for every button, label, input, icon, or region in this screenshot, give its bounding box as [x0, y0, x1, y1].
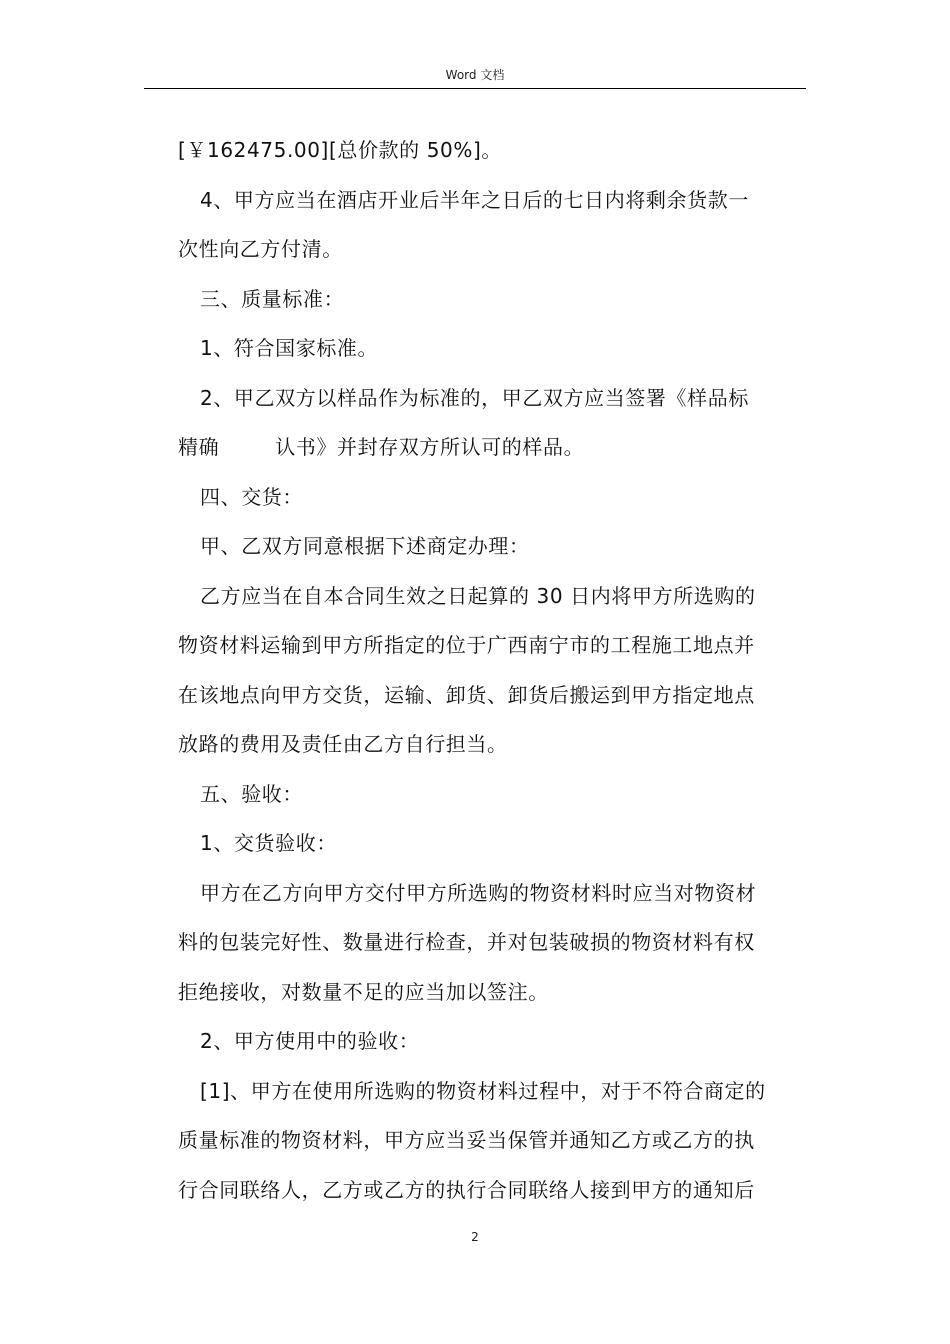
paragraph-line: 2、甲方使用中的验收： — [200, 1029, 420, 1053]
paragraph-line: 质量标准的物资材料，甲方应当妥当保管并通知乙方或乙方的执 — [178, 1128, 755, 1152]
paragraph-line: 甲、乙双方同意根据下述商定办理： — [200, 534, 530, 558]
paragraph-line: [1]、甲方在使用所选购的物资材料过程中，对于不符合商定的 — [200, 1078, 766, 1103]
paragraph-line — [178, 423, 804, 473]
paragraph-line: [￥162475.00][总价款的 50%]。 — [178, 138, 502, 162]
paragraph-line: 乙方应当在自本合同生效之日起算的 30 日内将甲方所选购的 — [200, 583, 756, 608]
paragraph-line: 在该地点向甲方交货，运输、卸货、卸货后搬运到甲方指定地点 — [178, 682, 755, 707]
header-rule — [144, 88, 806, 89]
section-heading: 四、交货： — [200, 484, 303, 509]
paragraph-line: 物资材料运输到甲方所指定的位于广西南宁市的工程施工地点并 — [178, 633, 755, 657]
paragraph-line: 料的包装完好性、数量进行检查，并对包装破损的物资材料有权 — [178, 930, 755, 954]
paragraph-line: 拒绝接收，对数量不足的应当加以签注。 — [178, 979, 549, 1004]
paragraph-line: 1、交货验收： — [200, 831, 337, 855]
page-number: 2 — [471, 1230, 479, 1244]
paragraph-line: 行合同联络人，乙方或乙方的执行合同联络人接到甲方的通知后 — [178, 1177, 755, 1202]
line-fragment: 认书》并封存双方所认可的样品。 — [275, 435, 585, 459]
paragraph-line: 放路的费用及责任由乙方自行担当。 — [178, 732, 508, 756]
paragraph-line: 甲方在乙方向甲方交付甲方所选购的物资材料时应当对物资材 — [200, 880, 757, 905]
section-heading: 五、验收： — [200, 781, 303, 806]
paragraph-line: 次性向乙方付清。 — [178, 237, 343, 261]
section-heading: 三、质量标准： — [200, 286, 345, 311]
paragraph-line: 2、甲乙双方以样品作为标准的，甲乙双方应当签署《样品标 — [200, 385, 749, 410]
page-header: Word 文档 — [445, 68, 505, 82]
document-body — [178, 126, 804, 1215]
line-fragment: 精确 — [178, 435, 220, 459]
paragraph-line: 4、甲方应当在酒店开业后半年之日后的七日内将剩余货款一 — [200, 187, 749, 212]
paragraph-line: 1、符合国家标准。 — [200, 336, 379, 360]
